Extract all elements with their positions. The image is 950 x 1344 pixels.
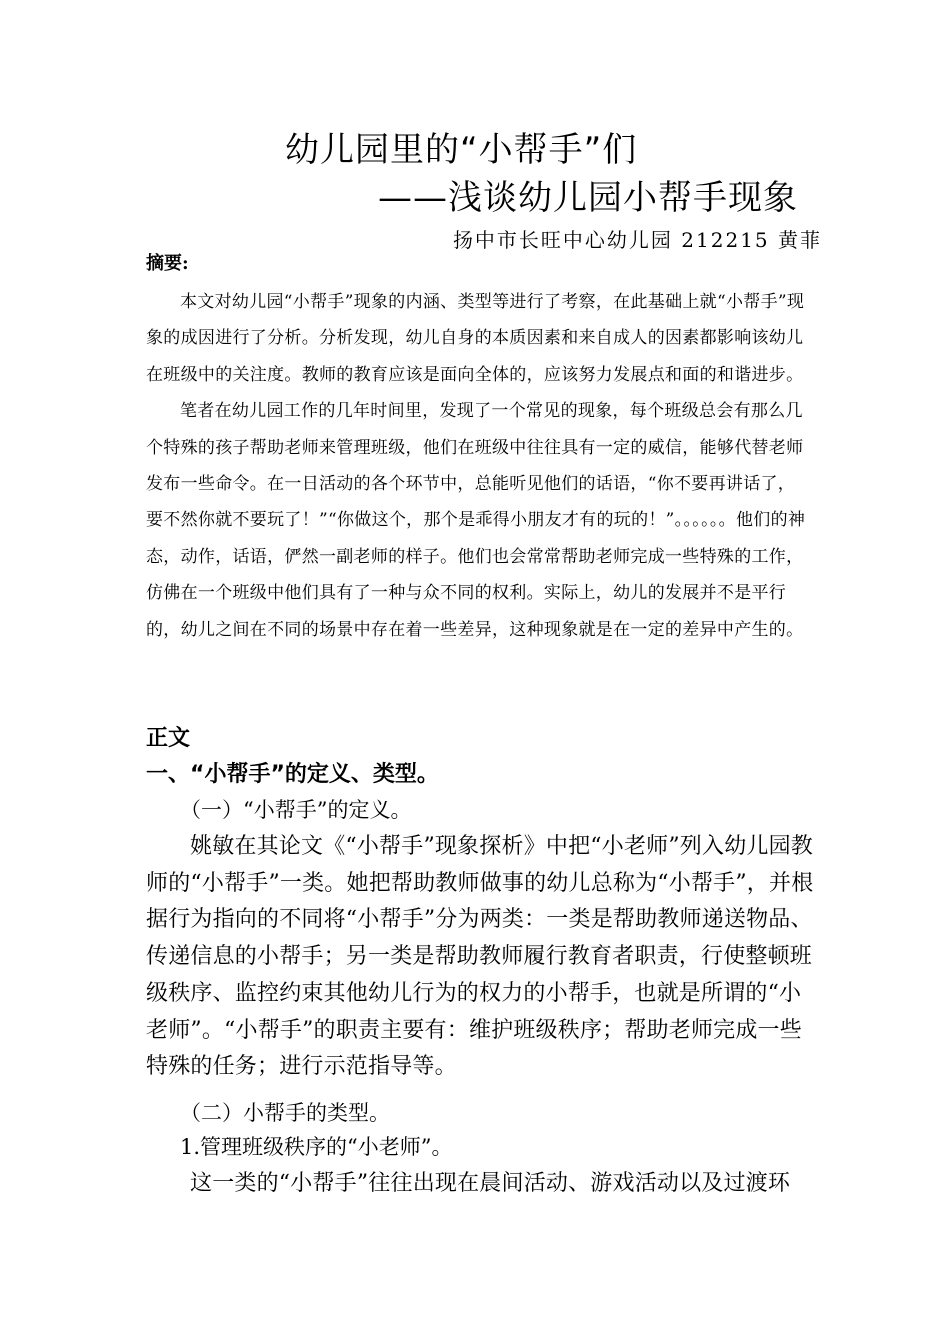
definition-body bbox=[146, 829, 816, 1086]
type-one-heading: 1.管理班级秩序的“小老师”。 bbox=[180, 1135, 453, 1159]
abstract-paragraph: 笔者在幼儿园工作的几年时间里，发现了一个常见的现象，每个班级总会有那么几个特殊的孩子帮助老师来管理班级，他们在班级中往往具有一定的威信，能够代替老师发布一些命令。在一日活动的各个环节中，总能听见他们的话语，“你不要再讲话了，要不然你就不要玩了！”“你做这个，那个是乖得小朋友才有的玩的！”。。。。。。他们的神态，动作，话语，俨然一副老师的样子。他们也会常常帮助老师完成一些特殊的工作，仿佛在一个班级中他们具有了一种与众不同的权利。实际上，幼儿的发展并不是平行的，幼儿之间在不同的场景中存在着一些差异，这种现象就是在一定的差异中产生的。 bbox=[146, 401, 806, 640]
abstract-paragraph: 本文对幼儿园“小帮手”现象的内涵、类型等进行了考察，在此基础上就“小帮手”现象的成因进行了分析。分析发现，幼儿自身的本质因素和来自成人的因素都影响该幼儿在班级中的关注度。教师的教育应该是面向全体的，应该努力发展点和面的和谐进步。 bbox=[146, 292, 805, 385]
definition-subheading: （一）“小帮手”的定义。 bbox=[180, 798, 412, 822]
types-subheading: （二）小帮手的类型。 bbox=[180, 1101, 390, 1125]
author-line: 扬中市长旺中心幼儿园 212215 黄菲 bbox=[452, 228, 822, 252]
document-subtitle: ——浅谈幼儿园小帮手现象 bbox=[378, 178, 798, 218]
type-one-body bbox=[146, 1166, 816, 1203]
main-section-heading: 正文 bbox=[146, 726, 191, 751]
definition-paragraph: 姚敏在其论文《“小帮手”现象探析》中把“小老师”列入幼儿园教师的“小帮手”一类。她把帮助教师做事的幼儿总称为“小帮手”，并根据行为指向的不同将“小帮手”分为两类：一类是帮助教师递送物品、传递信息的小帮手；另一类是帮助教师履行教育者职责，行使整顿班级秩序、监控约束其他幼儿行为的权力的小帮手，也就是所谓的“小老师”。“小帮手”的职责主要有：维护班级秩序；帮助老师完成一些特殊的任务；进行示范指导等。 bbox=[146, 834, 814, 1080]
abstract-label: 摘要: bbox=[146, 253, 189, 274]
document-title: 幼儿园里的“小帮手”们 bbox=[285, 130, 638, 170]
abstract-section bbox=[146, 284, 811, 648]
type-one-paragraph: 这一类的“小帮手”往往出现在晨间活动、游戏活动以及过渡环 bbox=[190, 1171, 791, 1196]
section-one-heading: 一、“小帮手”的定义、类型。 bbox=[146, 762, 439, 787]
